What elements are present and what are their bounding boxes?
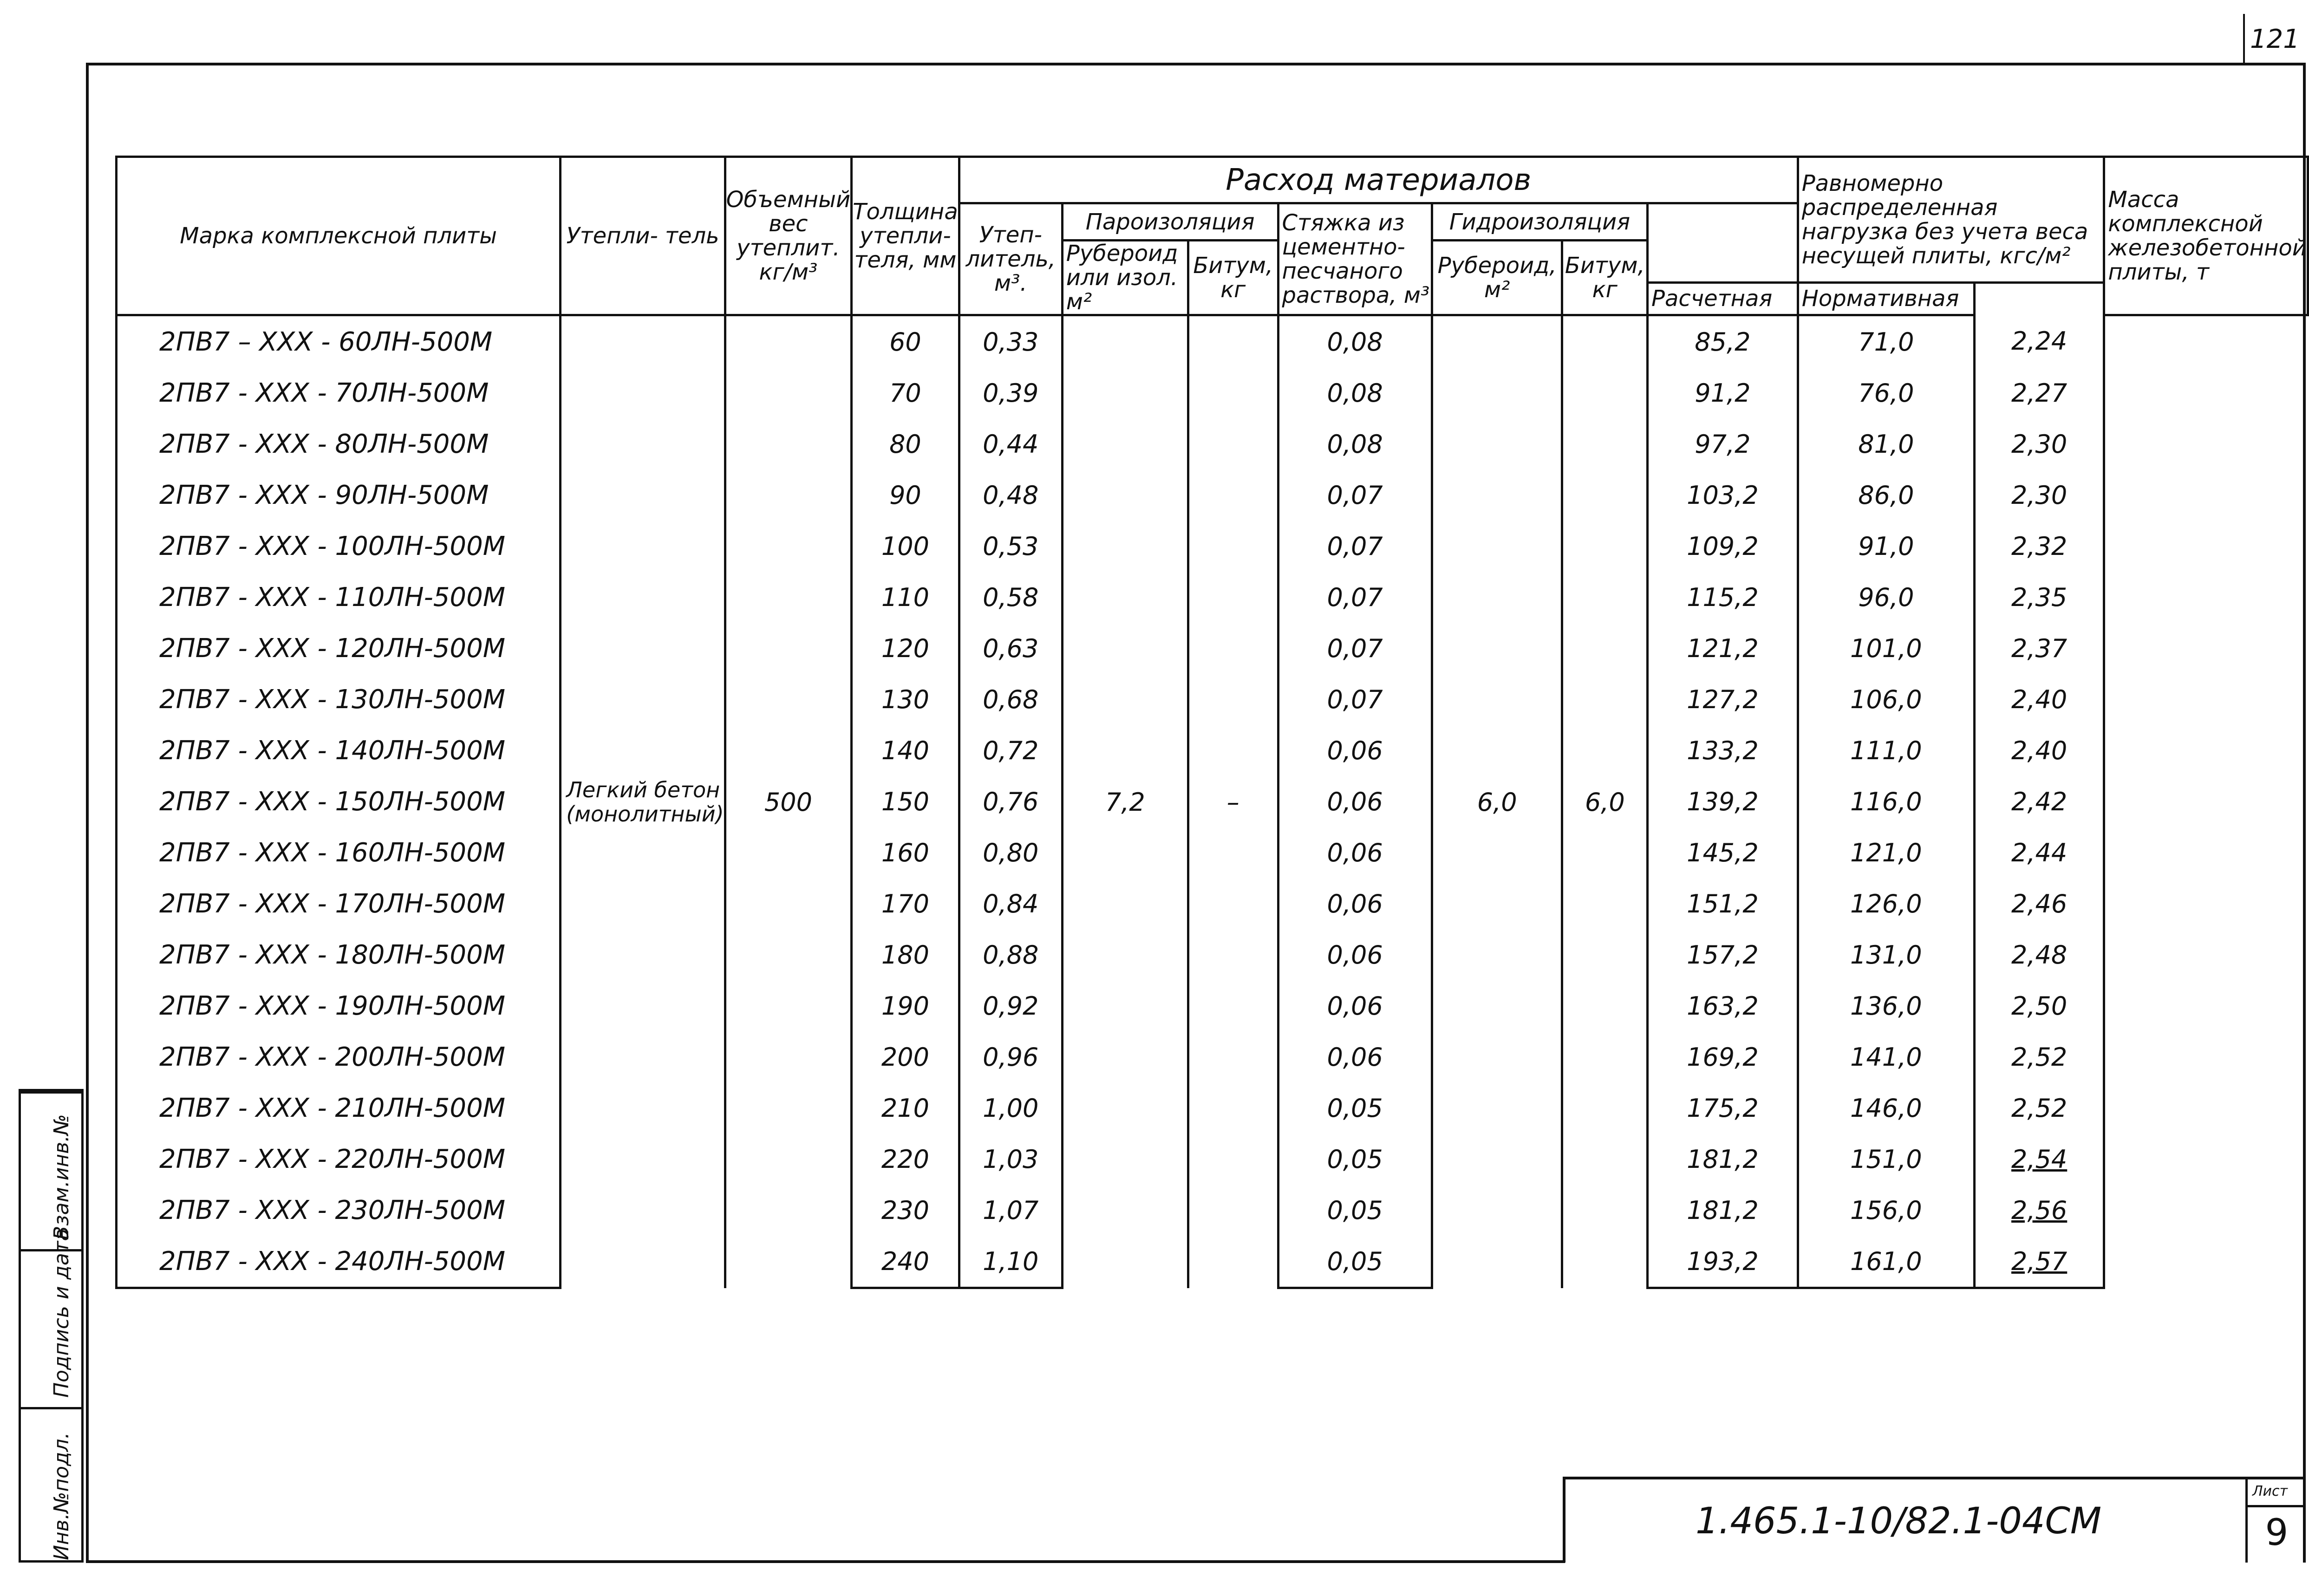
header-bitumen-kg2: Битум, кг bbox=[1562, 241, 1648, 315]
page-number: 121 bbox=[2250, 24, 2300, 54]
cell-thickness: 70 bbox=[852, 367, 959, 418]
cell-mark: 2ПВ7 - XXX - 200ЛН-500М bbox=[117, 1031, 561, 1082]
cell-screed: 0,08 bbox=[1278, 418, 1432, 469]
header-insulation: Утепли- тель bbox=[561, 157, 725, 315]
cell-insul-volume: 0,48 bbox=[959, 469, 1062, 521]
cell-insul-volume: 0,80 bbox=[959, 827, 1062, 878]
cell-load-norm: 136,0 bbox=[1798, 980, 1974, 1031]
cell-load-norm: 71,0 bbox=[1798, 315, 1974, 368]
cell-thickness: 230 bbox=[852, 1185, 959, 1236]
cell-mark: 2ПВ7 - XXX - 90ЛН-500М bbox=[117, 469, 561, 521]
cell-mass: 2,30 bbox=[1974, 469, 2104, 521]
cell-mass: 2,24 bbox=[1974, 315, 2104, 368]
header-waterproofing: Гидроизоляция bbox=[1432, 203, 1647, 241]
sign-date-label: Подпись и дата bbox=[50, 1228, 73, 1398]
cell-mark: 2ПВ7 - XXX - 120ЛН-500М bbox=[117, 623, 561, 674]
cell-screed: 0,07 bbox=[1278, 674, 1432, 725]
cell-insul-volume: 1,03 bbox=[959, 1133, 1062, 1185]
cell-load-norm: 96,0 bbox=[1798, 572, 1974, 623]
cell-load-norm: 81,0 bbox=[1798, 418, 1974, 469]
cell-insul-volume: 0,63 bbox=[959, 623, 1062, 674]
cell-load-calc: 175,2 bbox=[1648, 1082, 1798, 1133]
cell-screed: 0,05 bbox=[1278, 1236, 1432, 1288]
sheet-divider bbox=[2248, 1505, 2306, 1507]
cell-mass: 2,54 bbox=[1974, 1133, 2104, 1185]
sheet-box bbox=[2245, 1479, 2306, 1563]
cell-thickness: 110 bbox=[852, 572, 959, 623]
cell-bitumen2-merged: 6,0 bbox=[1562, 315, 1648, 1288]
cell-screed: 0,05 bbox=[1278, 1185, 1432, 1236]
cell-mass: 2,56 bbox=[1974, 1185, 2104, 1236]
cell-insul-volume: 0,88 bbox=[959, 929, 1062, 980]
cell-screed: 0,08 bbox=[1278, 367, 1432, 418]
cell-thickness: 100 bbox=[852, 521, 959, 572]
cell-screed: 0,06 bbox=[1278, 725, 1432, 776]
cell-load-calc: 151,2 bbox=[1648, 878, 1798, 929]
cell-thickness: 220 bbox=[852, 1133, 959, 1185]
cell-insul-volume: 0,58 bbox=[959, 572, 1062, 623]
cell-load-calc: 193,2 bbox=[1648, 1236, 1798, 1288]
header-screed: Стяжка из цементно- песчаного раствора, м³ bbox=[1278, 203, 1432, 315]
cell-mass: 2,57 bbox=[1974, 1236, 2104, 1288]
cell-mass: 2,40 bbox=[1974, 674, 2104, 725]
page-number-divider bbox=[2243, 14, 2245, 63]
cell-load-calc: 121,2 bbox=[1648, 623, 1798, 674]
cell-load-calc: 163,2 bbox=[1648, 980, 1798, 1031]
cell-mark: 2ПВ7 - XXX - 210ЛН-500М bbox=[117, 1082, 561, 1133]
cell-insul-volume: 0,96 bbox=[959, 1031, 1062, 1082]
header-vapor-barrier: Пароизоляция bbox=[1062, 203, 1278, 241]
header-mark: Марка комплексной плиты bbox=[117, 157, 561, 315]
cell-screed: 0,07 bbox=[1278, 469, 1432, 521]
cell-mark: 2ПВ7 - XXX - 130ЛН-500М bbox=[117, 674, 561, 725]
cell-thickness: 210 bbox=[852, 1082, 959, 1133]
cell-load-calc: 145,2 bbox=[1648, 827, 1798, 878]
cell-load-norm: 116,0 bbox=[1798, 776, 1974, 827]
header-thickness: Толщина утепли- теля, мм bbox=[852, 157, 959, 315]
cell-load-calc: 169,2 bbox=[1648, 1031, 1798, 1082]
cell-insul-volume: 1,00 bbox=[959, 1082, 1062, 1133]
cell-insulation-merged: Легкий бетон (монолитный) bbox=[561, 315, 725, 1288]
cell-thickness: 170 bbox=[852, 878, 959, 929]
cell-load-calc: 133,2 bbox=[1648, 725, 1798, 776]
cell-load-norm: 131,0 bbox=[1798, 929, 1974, 980]
cell-load-norm: 76,0 bbox=[1798, 367, 1974, 418]
cell-mark: 2ПВ7 - XXX - 70ЛН-500М bbox=[117, 367, 561, 418]
cell-insul-volume: 0,33 bbox=[959, 315, 1062, 368]
header-mass: Масса комплексной железобетонной плиты, т bbox=[2104, 157, 2308, 315]
title-block bbox=[1563, 1477, 2306, 1563]
cell-mass: 2,40 bbox=[1974, 725, 2104, 776]
cell-load-calc: 85,2 bbox=[1648, 315, 1798, 368]
cell-insul-volume: 0,68 bbox=[959, 674, 1062, 725]
inv-replace-label: Взам.инв.№ bbox=[50, 1114, 73, 1240]
cell-screed: 0,07 bbox=[1278, 623, 1432, 674]
cell-load-norm: 161,0 bbox=[1798, 1236, 1974, 1288]
header-insul-volume: Утеп- литель, м³. bbox=[959, 203, 1062, 315]
sheet-number: 9 bbox=[2265, 1512, 2289, 1554]
cell-thickness: 180 bbox=[852, 929, 959, 980]
header-ruberoid-izol: Рубероид или изол. м² bbox=[1062, 241, 1188, 315]
cell-mass: 2,37 bbox=[1974, 623, 2104, 674]
cell-insul-volume: 1,07 bbox=[959, 1185, 1062, 1236]
cell-load-norm: 91,0 bbox=[1798, 521, 1974, 572]
cell-load-calc: 139,2 bbox=[1648, 776, 1798, 827]
cell-bitumen-merged: – bbox=[1188, 315, 1278, 1288]
cell-mass: 2,32 bbox=[1974, 521, 2104, 572]
cell-load-calc: 109,2 bbox=[1648, 521, 1798, 572]
document-code: 1.465.1-10/82.1-04СМ bbox=[1696, 1500, 2102, 1542]
cell-mark: 2ПВ7 – XXX - 60ЛН-500М bbox=[117, 315, 561, 368]
cell-load-norm: 156,0 bbox=[1798, 1185, 1974, 1236]
cell-load-norm: 111,0 bbox=[1798, 725, 1974, 776]
cell-load-calc: 103,2 bbox=[1648, 469, 1798, 521]
cell-mark: 2ПВ7 - XXX - 150ЛН-500М bbox=[117, 776, 561, 827]
cell-insul-volume: 0,53 bbox=[959, 521, 1062, 572]
sheet-label: Лист bbox=[2252, 1483, 2288, 1499]
cell-mark: 2ПВ7 - XXX - 180ЛН-500М bbox=[117, 929, 561, 980]
cell-ruberoid-izol-merged: 7,2 bbox=[1062, 315, 1188, 1288]
cell-load-calc: 97,2 bbox=[1648, 418, 1798, 469]
frame-bottom-line bbox=[86, 1560, 1565, 1563]
cell-ruberoid-m2-merged: 6,0 bbox=[1432, 315, 1562, 1288]
cell-thickness: 200 bbox=[852, 1031, 959, 1082]
cell-load-norm: 101,0 bbox=[1798, 623, 1974, 674]
cell-insul-volume: 0,44 bbox=[959, 418, 1062, 469]
materials-table bbox=[115, 156, 2309, 1289]
inv-original-label: Инв.№подл. bbox=[50, 1432, 73, 1560]
cell-mass: 2,44 bbox=[1974, 827, 2104, 878]
cell-insul-volume: 0,39 bbox=[959, 367, 1062, 418]
cell-screed: 0,05 bbox=[1278, 1082, 1432, 1133]
cell-thickness: 140 bbox=[852, 725, 959, 776]
cell-mass: 2,35 bbox=[1974, 572, 2104, 623]
header-load-norm: Нормативная bbox=[1798, 282, 1974, 315]
cell-screed: 0,06 bbox=[1278, 776, 1432, 827]
cell-load-calc: 115,2 bbox=[1648, 572, 1798, 623]
table-body bbox=[117, 315, 2308, 1288]
header-consumption: Расход материалов bbox=[959, 157, 1798, 203]
cell-insul-volume: 0,92 bbox=[959, 980, 1062, 1031]
cell-mass: 2,27 bbox=[1974, 367, 2104, 418]
cell-mark: 2ПВ7 - XXX - 190ЛН-500М bbox=[117, 980, 561, 1031]
cell-thickness: 130 bbox=[852, 674, 959, 725]
cell-mark: 2ПВ7 - XXX - 80ЛН-500М bbox=[117, 418, 561, 469]
cell-mass: 2,50 bbox=[1974, 980, 2104, 1031]
cell-mass: 2,48 bbox=[1974, 929, 2104, 980]
cell-screed: 0,06 bbox=[1278, 878, 1432, 929]
cell-load-norm: 141,0 bbox=[1798, 1031, 1974, 1082]
cell-mass: 2,30 bbox=[1974, 418, 2104, 469]
cell-load-norm: 146,0 bbox=[1798, 1082, 1974, 1133]
cell-load-norm: 151,0 bbox=[1798, 1133, 1974, 1185]
cell-load-calc: 181,2 bbox=[1648, 1133, 1798, 1185]
cell-load-calc: 157,2 bbox=[1648, 929, 1798, 980]
cell-density-merged: 500 bbox=[725, 315, 852, 1288]
cell-insul-volume: 0,72 bbox=[959, 725, 1062, 776]
cell-load-norm: 121,0 bbox=[1798, 827, 1974, 878]
cell-screed: 0,06 bbox=[1278, 929, 1432, 980]
cell-screed: 0,06 bbox=[1278, 980, 1432, 1031]
cell-thickness: 90 bbox=[852, 469, 959, 521]
cell-screed: 0,07 bbox=[1278, 521, 1432, 572]
cell-mark: 2ПВ7 - XXX - 170ЛН-500М bbox=[117, 878, 561, 929]
header-density: Объемный вес утеплит. кг/м³ bbox=[725, 157, 852, 315]
header-bitumen-kg: Битум, кг bbox=[1188, 241, 1278, 315]
cell-load-norm: 86,0 bbox=[1798, 469, 1974, 521]
header-load-calc: Расчетная bbox=[1648, 282, 1798, 315]
cell-thickness: 240 bbox=[852, 1236, 959, 1288]
cell-mark: 2ПВ7 - XXX - 100ЛН-500М bbox=[117, 521, 561, 572]
cell-mark: 2ПВ7 - XXX - 230ЛН-500М bbox=[117, 1185, 561, 1236]
cell-thickness: 190 bbox=[852, 980, 959, 1031]
cell-thickness: 150 bbox=[852, 776, 959, 827]
header-ruberoid-m2: Рубероид, м² bbox=[1432, 241, 1562, 315]
cell-mark: 2ПВ7 - XXX - 160ЛН-500М bbox=[117, 827, 561, 878]
cell-screed: 0,05 bbox=[1278, 1133, 1432, 1185]
cell-thickness: 120 bbox=[852, 623, 959, 674]
cell-screed: 0,07 bbox=[1278, 572, 1432, 623]
cell-load-calc: 91,2 bbox=[1648, 367, 1798, 418]
table-row bbox=[117, 315, 2308, 368]
cell-load-norm: 106,0 bbox=[1798, 674, 1974, 725]
cell-thickness: 160 bbox=[852, 827, 959, 878]
cell-mark: 2ПВ7 - XXX - 140ЛН-500М bbox=[117, 725, 561, 776]
cell-mark: 2ПВ7 - XXX - 220ЛН-500М bbox=[117, 1133, 561, 1185]
header-load: Равномерно распределенная нагрузка без учета веса несущей плиты, кгс/м² bbox=[1798, 157, 2104, 283]
cell-thickness: 60 bbox=[852, 315, 959, 368]
cell-insul-volume: 0,84 bbox=[959, 878, 1062, 929]
cell-mark: 2ПВ7 - XXX - 110ЛН-500М bbox=[117, 572, 561, 623]
cell-insul-volume: 1,10 bbox=[959, 1236, 1062, 1288]
side-stamp-strip bbox=[19, 1089, 84, 1563]
cell-load-calc: 127,2 bbox=[1648, 674, 1798, 725]
cell-insul-volume: 0,76 bbox=[959, 776, 1062, 827]
cell-mass: 2,46 bbox=[1974, 878, 2104, 929]
cell-thickness: 80 bbox=[852, 418, 959, 469]
cell-load-norm: 126,0 bbox=[1798, 878, 1974, 929]
cell-mass: 2,52 bbox=[1974, 1082, 2104, 1133]
cell-screed: 0,06 bbox=[1278, 827, 1432, 878]
cell-mass: 2,52 bbox=[1974, 1031, 2104, 1082]
cell-screed: 0,08 bbox=[1278, 315, 1432, 368]
cell-load-calc: 181,2 bbox=[1648, 1185, 1798, 1236]
cell-mark: 2ПВ7 - XXX - 240ЛН-500М bbox=[117, 1236, 561, 1288]
cell-screed: 0,06 bbox=[1278, 1031, 1432, 1082]
cell-mass: 2,42 bbox=[1974, 776, 2104, 827]
